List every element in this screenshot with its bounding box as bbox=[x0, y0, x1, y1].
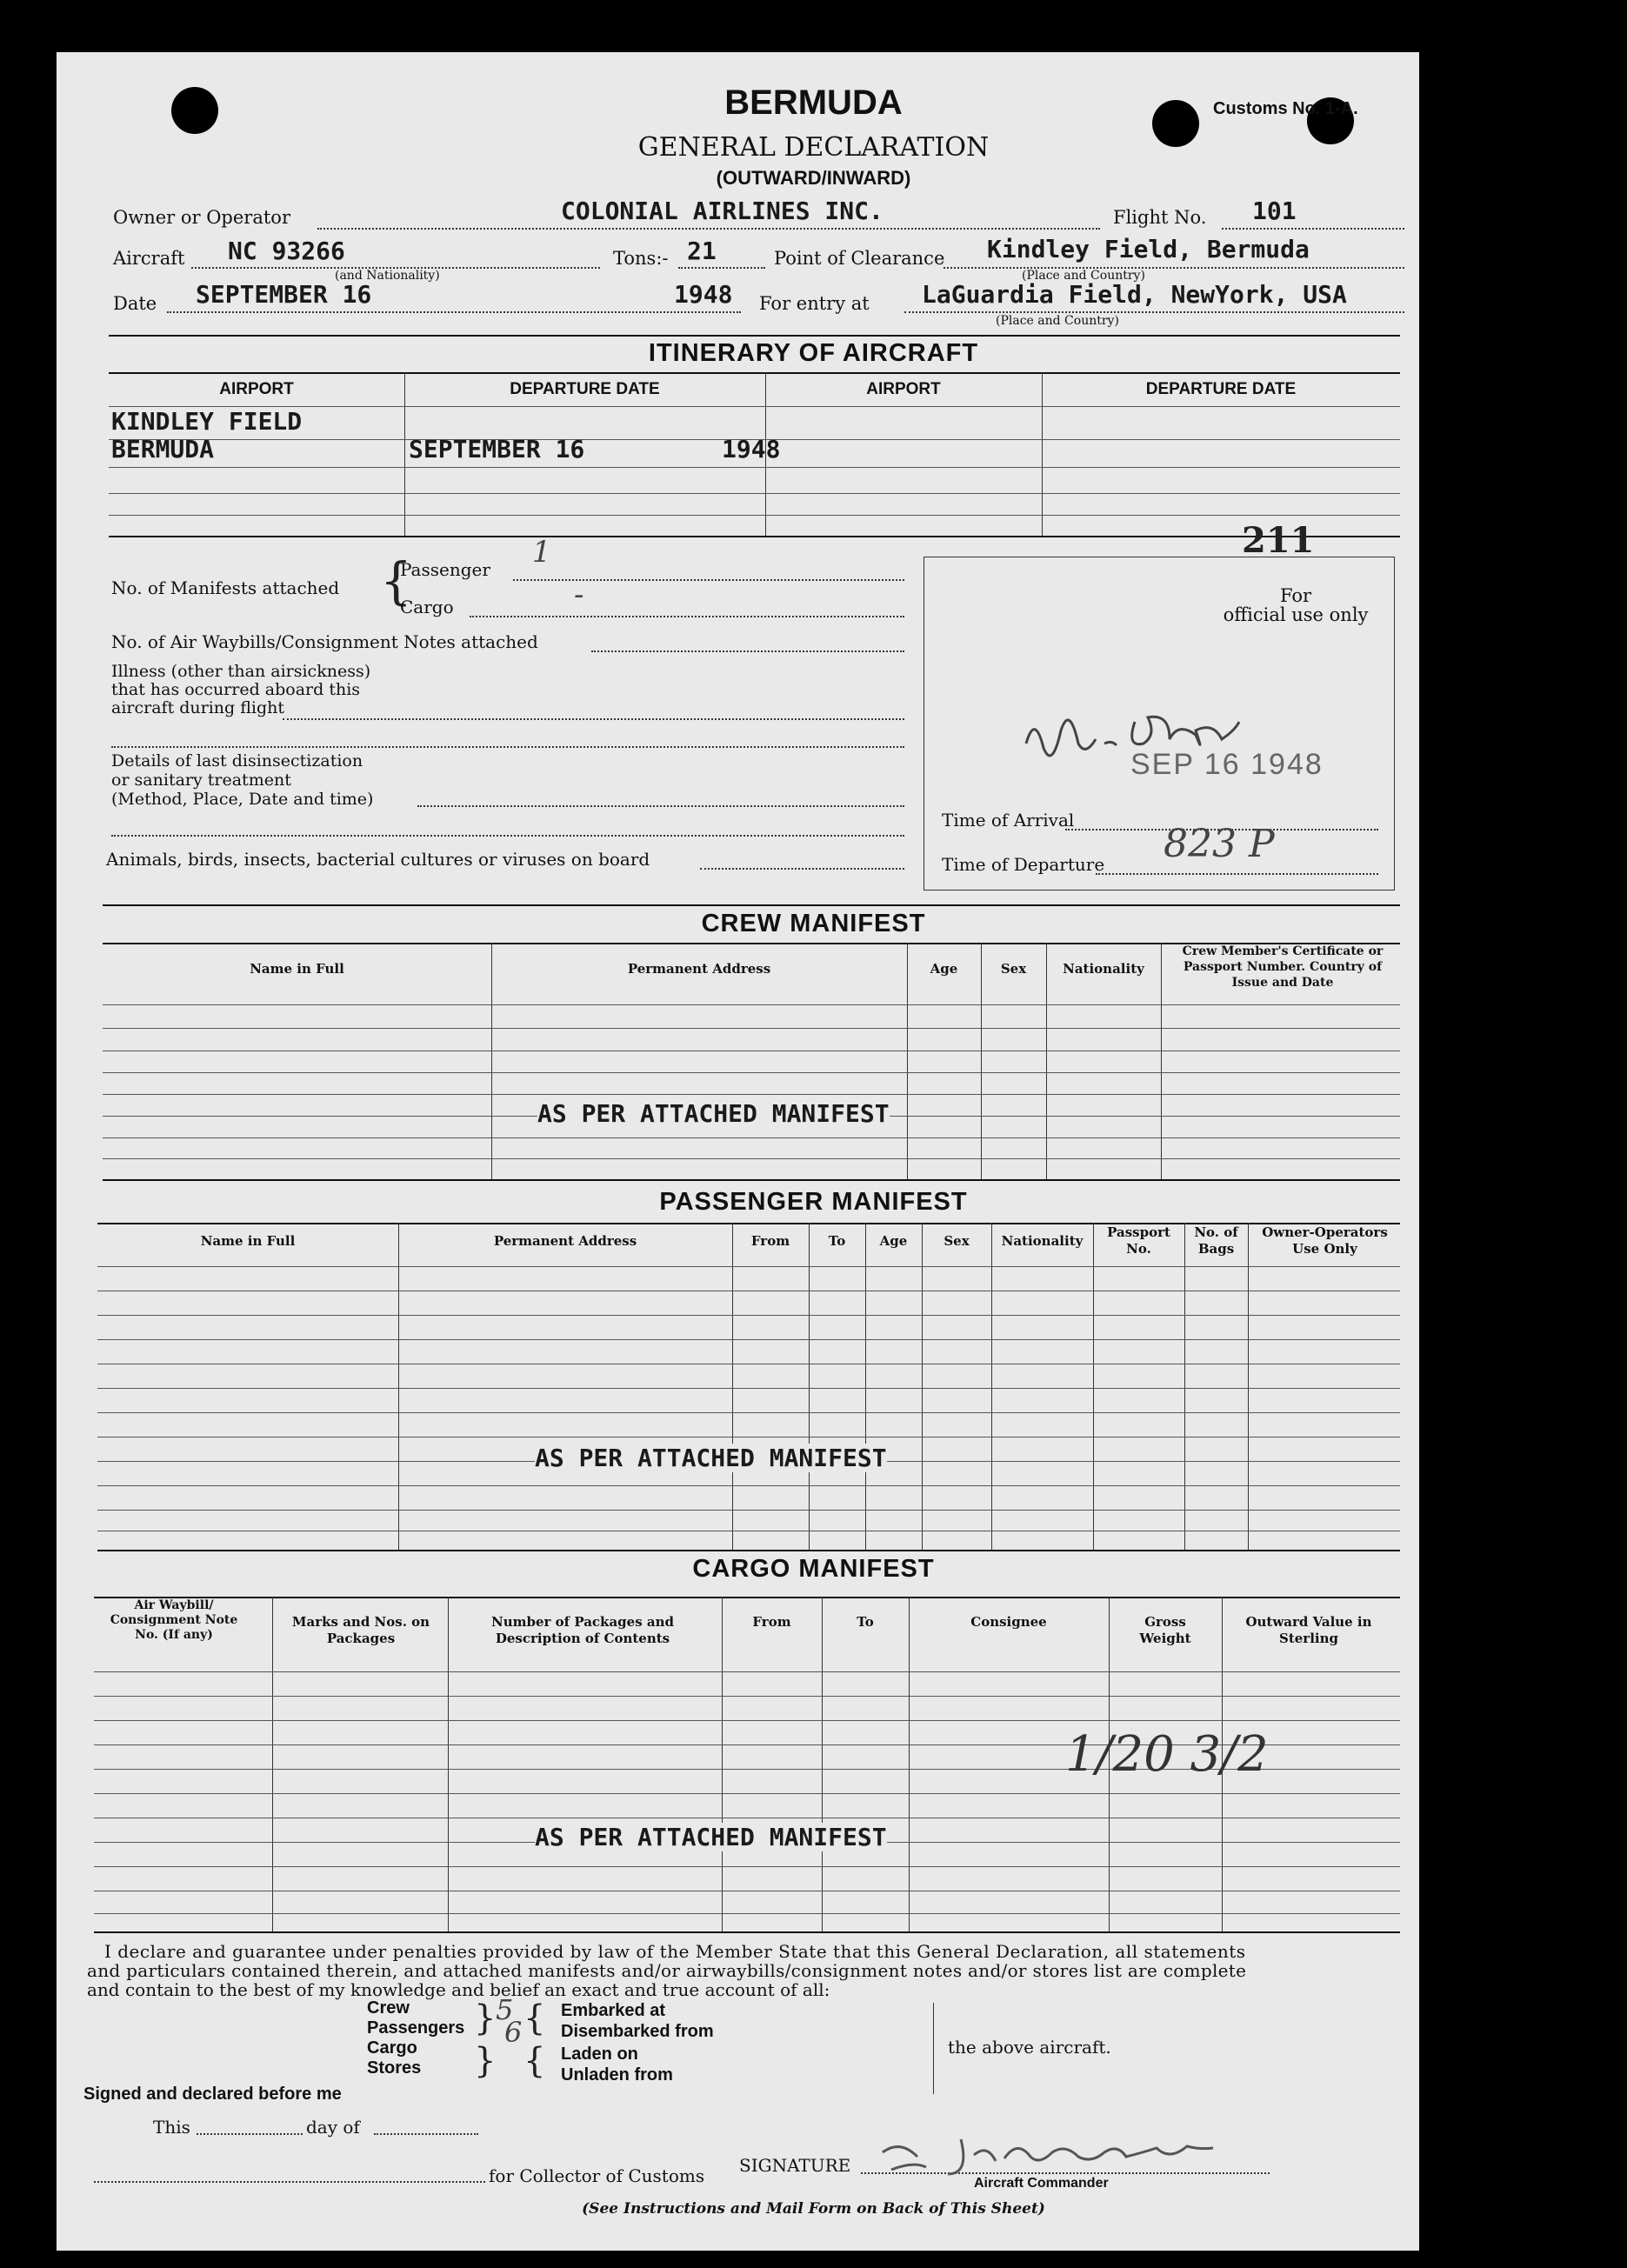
itin-col-airport-2: AIRPORT bbox=[866, 380, 941, 398]
itinerary-title: ITINERARY OF AIRCRAFT bbox=[648, 339, 979, 367]
declaration-line-1: I declare and guarantee under penalties provided by law of the Member State that this General Declaration, all statements bbox=[104, 1941, 1246, 1962]
pax-col-name: Name in Full bbox=[200, 1233, 296, 1249]
passenger-title: PASSENGER MANIFEST bbox=[659, 1188, 968, 1216]
cargo-handwritten-weight: 1/20 3/2 bbox=[1065, 1726, 1269, 1783]
itin-airport-line2: BERMUDA bbox=[111, 435, 215, 464]
clearance-label: Point of Clearance bbox=[774, 248, 945, 269]
cargo-col-from: From bbox=[752, 1614, 791, 1630]
departure-label: Time of Departure bbox=[942, 854, 1105, 875]
cargo-col-weight: Gross Weight bbox=[1139, 1614, 1191, 1646]
cargo-col-packages: Number of Packages and Description of Contents bbox=[491, 1614, 674, 1646]
pax-col-age: Age bbox=[879, 1233, 908, 1249]
manifests-label: No. of Manifests attached bbox=[111, 577, 340, 598]
signed-label: Signed and declared before me bbox=[83, 2085, 342, 2104]
pax-col-from: From bbox=[750, 1233, 790, 1249]
manifest-cargo-label: Cargo bbox=[400, 597, 454, 617]
manifest-cargo-count: - bbox=[574, 577, 584, 612]
pax-col-to: To bbox=[828, 1233, 846, 1249]
declaration-right-list: Embarked at Disembarked from Laden on Unladen from bbox=[561, 2001, 714, 2085]
manifest-passenger-label: Passenger bbox=[400, 559, 490, 580]
cargo-col-to: To bbox=[857, 1614, 874, 1630]
aircraft-value: NC 93266 bbox=[228, 237, 345, 265]
declaration-pax-count: 6 bbox=[504, 2016, 523, 2049]
flight-value: 101 bbox=[1252, 197, 1297, 225]
pax-col-nationality: Nationality bbox=[1001, 1233, 1084, 1249]
pax-col-passport: Passport No. bbox=[1107, 1224, 1170, 1257]
signature-label: SIGNATURE bbox=[739, 2155, 851, 2176]
year-value: 1948 bbox=[674, 280, 733, 309]
crew-col-name: Name in Full bbox=[250, 961, 344, 977]
entry-label: For entry at bbox=[759, 293, 870, 314]
crew-col-address: Permanent Address bbox=[627, 961, 771, 977]
disinsect-label: Details of last disinsectization or sanitary treatment (Method, Place, Date and time) bbox=[111, 751, 374, 809]
pax-col-sex: Sex bbox=[944, 1233, 970, 1249]
crew-col-nationality: Nationality bbox=[1063, 961, 1144, 977]
waybills-label: No. of Air Waybills/Consignment Notes attached bbox=[111, 631, 538, 652]
official-date-stamp: SEP 16 1948 bbox=[1130, 748, 1324, 781]
crew-col-age: Age bbox=[930, 961, 958, 977]
passenger-note: AS PER ATTACHED MANIFEST bbox=[535, 1444, 887, 1472]
entry-value: LaGuardia Field, NewYork, USA bbox=[922, 280, 1347, 309]
crew-col-sex: Sex bbox=[1000, 961, 1027, 977]
aircraft-note: (and Nationality) bbox=[335, 269, 440, 283]
owner-label: Owner or Operator bbox=[113, 207, 290, 228]
cargo-col-waybill: Air Waybill/ Consignment Note No. (If any) bbox=[110, 1598, 238, 1642]
cargo-col-consignee: Consignee bbox=[970, 1614, 1047, 1630]
this-label: This bbox=[153, 2117, 190, 2138]
pax-col-address: Permanent Address bbox=[493, 1233, 637, 1249]
manifest-passenger-count: 1 bbox=[532, 535, 551, 570]
itin-col-airport-1: AIRPORT bbox=[219, 380, 294, 398]
official-number: 211 bbox=[1242, 520, 1315, 561]
official-subtitle: official use only bbox=[1223, 604, 1369, 625]
itin-airport-line1: KINDLEY FIELD bbox=[111, 407, 303, 436]
pax-col-owner-use: Owner-Operators Use Only bbox=[1262, 1224, 1388, 1257]
crew-col-certificate: Crew Member's Certificate or Passport Number. Country of Issue and Date bbox=[1182, 944, 1384, 990]
declaration-line-3: and contain to the best of my knowledge and belief an exact and true account of all: bbox=[87, 1979, 830, 2000]
itin-col-date-2: DEPARTURE DATE bbox=[1145, 380, 1297, 398]
arrival-label: Time of Arrival bbox=[942, 810, 1075, 830]
flight-label: Flight No. bbox=[1113, 207, 1207, 228]
cargo-note: AS PER ATTACHED MANIFEST bbox=[535, 1823, 887, 1851]
day-of-label: day of bbox=[306, 2117, 360, 2138]
itin-departure-year: 1948 bbox=[722, 435, 781, 464]
date-value: SEPTEMBER 16 bbox=[196, 280, 372, 309]
date-label: Date bbox=[113, 293, 157, 314]
declaration-line-2: and particulars contained therein, and attached manifests and/or airwaybills/consignment notes and/or stores list are complete bbox=[87, 1960, 1247, 1981]
declaration-left-list: Crew Passengers Cargo Stores bbox=[367, 1998, 465, 2078]
form-title: BERMUDA bbox=[724, 83, 903, 122]
tons-value: 21 bbox=[687, 237, 717, 265]
pax-col-bags: No. of Bags bbox=[1194, 1224, 1238, 1257]
aircraft-label: Aircraft bbox=[113, 248, 185, 269]
animals-label: Animals, birds, insects, bacterial cultures or viruses on board bbox=[106, 849, 650, 870]
official-title: For bbox=[1279, 585, 1312, 606]
departure-value: 823 P bbox=[1164, 822, 1275, 866]
clearance-note: (Place and Country) bbox=[1022, 269, 1145, 283]
collector-label: for Collector of Customs bbox=[489, 2165, 705, 2186]
crew-title: CREW MANIFEST bbox=[701, 910, 926, 937]
form-subtitle: GENERAL DECLARATION bbox=[637, 132, 990, 163]
owner-value: COLONIAL AIRLINES INC. bbox=[561, 197, 884, 225]
clearance-value: Kindley Field, Bermuda bbox=[987, 235, 1310, 263]
declaration-crew-count: 5 bbox=[496, 1993, 514, 2026]
footnote: (See Instructions and Mail Form on Back of This Sheet) bbox=[582, 2200, 1045, 2218]
commander-label: Aircraft Commander bbox=[974, 2176, 1109, 2191]
form-number: Customs No. 1-A. bbox=[1213, 99, 1358, 118]
itin-col-date-1: DEPARTURE DATE bbox=[510, 380, 660, 398]
tons-label: Tons:- bbox=[613, 248, 669, 269]
cargo-col-marks: Marks and Nos. on Packages bbox=[291, 1614, 430, 1646]
itin-departure-date: SEPTEMBER 16 bbox=[409, 435, 585, 464]
form-direction: (OUTWARD/INWARD) bbox=[716, 167, 911, 189]
declaration-tail: the above aircraft. bbox=[948, 2037, 1111, 2058]
crew-note: AS PER ATTACHED MANIFEST bbox=[537, 1099, 890, 1128]
commander-signature bbox=[865, 2122, 1257, 2183]
illness-label: Illness (other than airsickness) that has occurred aboard this aircraft during flight bbox=[111, 662, 371, 717]
cargo-col-value: Outward Value in Sterling bbox=[1245, 1614, 1372, 1646]
entry-note: (Place and Country) bbox=[996, 314, 1119, 328]
cargo-title: CARGO MANIFEST bbox=[692, 1555, 935, 1583]
